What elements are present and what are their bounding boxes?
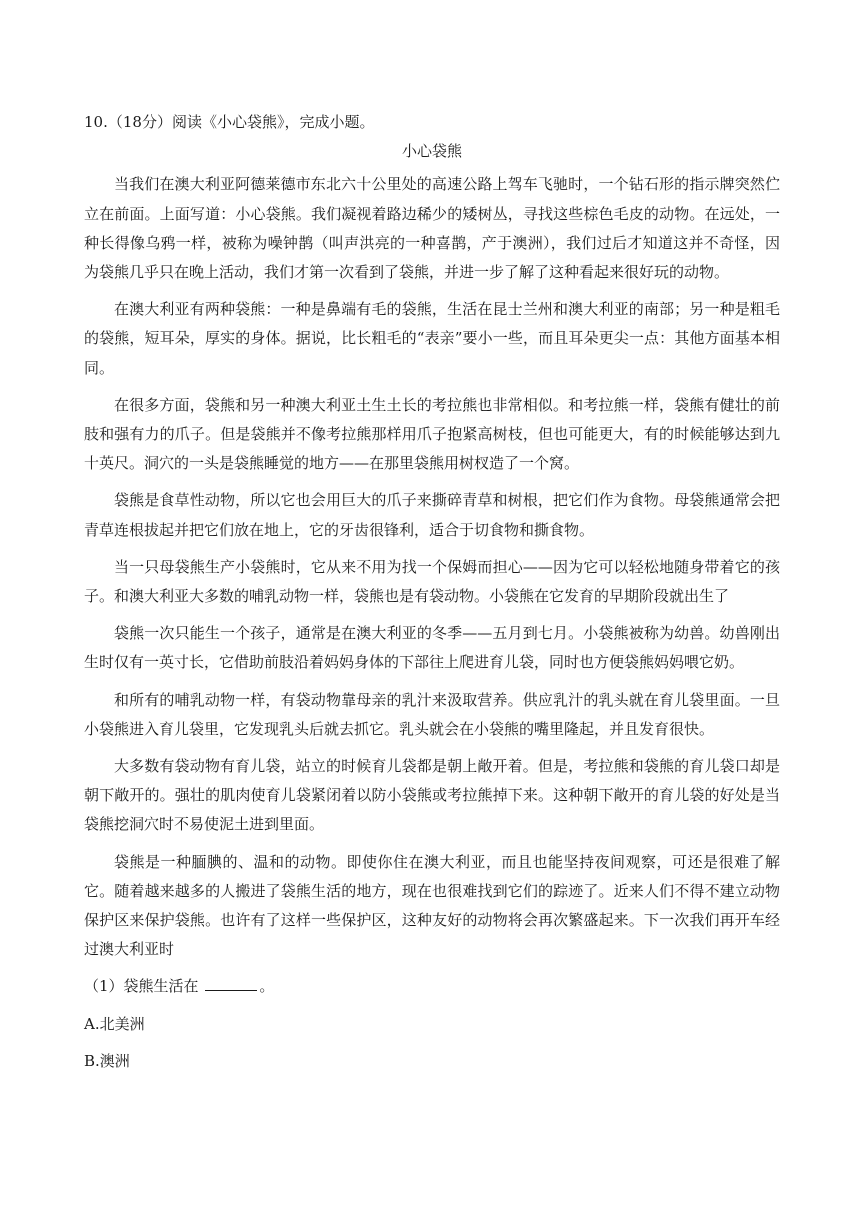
article-paragraph-8: 大多数有袋动物有育儿袋，站立的时候育儿袋都是朝上敞开着。但是，考拉熊和袋熊的育儿袋口却是朝下敞开的。强壮的肌肉使育儿袋紧闭着以防小袋熊或考拉熊掉下来。这种朝下敞开的育儿袋的好处是当袋熊挖洞穴时不易使泥土进到里面。 (84, 757, 780, 834)
question-block (84, 108, 780, 1076)
option-b[interactable]: B.澳洲 (84, 1051, 130, 1070)
article-paragraph-6: 袋熊一次只能生一个孩子，通常是在澳大利亚的冬季——五月到七月。小袋熊被称为幼兽。幼兽刚出生时仅有一英寸长，它借助前肢沿着妈妈身体的下部往上爬进育儿袋，同时也方便袋熊妈妈喂它奶。 (84, 624, 780, 672)
article-paragraph-9: 袋熊是一种腼腆的、温和的动物。即使你住在澳大利亚，而且也能坚持夜间观察，可还是很难了解它。随着越来越多的人搬进了袋熊生活的地方，现在也很难找到它们的踪迹了。近来人们不得不建立动物保护区来保护袋熊。也许有了这样一些保护区，这种友好的动物将会再次繁盛起来。下一次我们再开车经过澳大利亚时 (84, 852, 780, 959)
answer-blank[interactable] (205, 977, 257, 992)
subquestion-suffix: 。 (259, 977, 275, 996)
article-paragraph-4: 袋熊是食草性动物，所以它也会用巨大的爪子来撕碎青草和树根，把它们作为食物。母袋熊通常会把青草连根拔起并把它们放在地上，它的牙齿很锋利，适合于切食物和撕食物。 (84, 491, 780, 539)
article-title: 小心袋熊 (401, 142, 462, 161)
article-paragraph-1: 当我们在澳大利亚阿德莱德市东北六十公里处的高速公路上驾车飞驰时，一个钻石形的指示牌突然伫立在前面。上面写道：小心袋熊。我们凝视着路边稀少的矮树丛，寻找这些棕色毛皮的动物。在远处，一种长得像乌鸦一样，被称为噪钟鹊（叫声洪亮的一种喜鹊，产于澳洲），我们过后才知道这并不奇怪，因为袋熊几乎只在晚上活动，我们才第一次看到了袋熊，并进一步了解了这种看起来很好玩的动物。 (84, 175, 780, 282)
article-paragraph-7: 和所有的哺乳动物一样，有袋动物靠母亲的乳汁来汲取营养。供应乳汁的乳头就在育儿袋里面。一旦小袋熊进入育儿袋里，它发现乳头后就去抓它。乳头就会在小袋熊的嘴里隆起，并且发育很快。 (84, 690, 780, 738)
article-paragraph-3: 在很多方面，袋熊和另一种澳大利亚土生土长的考拉熊也非常相似。和考拉熊一样，袋熊有健壮的前肢和强有力的爪子。但是袋熊并不像考拉熊那样用爪子抱紧高树枝，但也可能更大，有的时候能够达到九十英尺。洞穴的一头是袋熊睡觉的地方——在那里袋熊用树杈造了一个窝。 (84, 395, 780, 473)
question-header: 10.（18分）阅读《小心袋熊》，完成小题。 (84, 113, 375, 131)
article-paragraph-5: 当一只母袋熊生产小袋熊时，它从来不用为找一个保姆而担心——因为它可以轻松地随身带着它的孩子。和澳大利亚大多数的哺乳动物一样，袋熊也是有袋动物。小袋熊在它发育的早期阶段就出生了 (84, 557, 780, 606)
subquestion-prefix: （1）袋熊生活在 (84, 977, 204, 996)
option-a[interactable]: A.北美洲 (84, 1014, 145, 1033)
article-paragraph-2: 在澳大利亚有两种袋熊：一种是鼻端有毛的袋熊，生活在昆士兰州和澳大利亚的南部；另一种是粗毛的袋熊，短耳朵，厚实的身体。据说，比长粗毛的“表亲”要小一些，而且耳朵更尖一点：其他方面基本相同。 (84, 300, 780, 377)
subquestion-1 (84, 972, 780, 1001)
